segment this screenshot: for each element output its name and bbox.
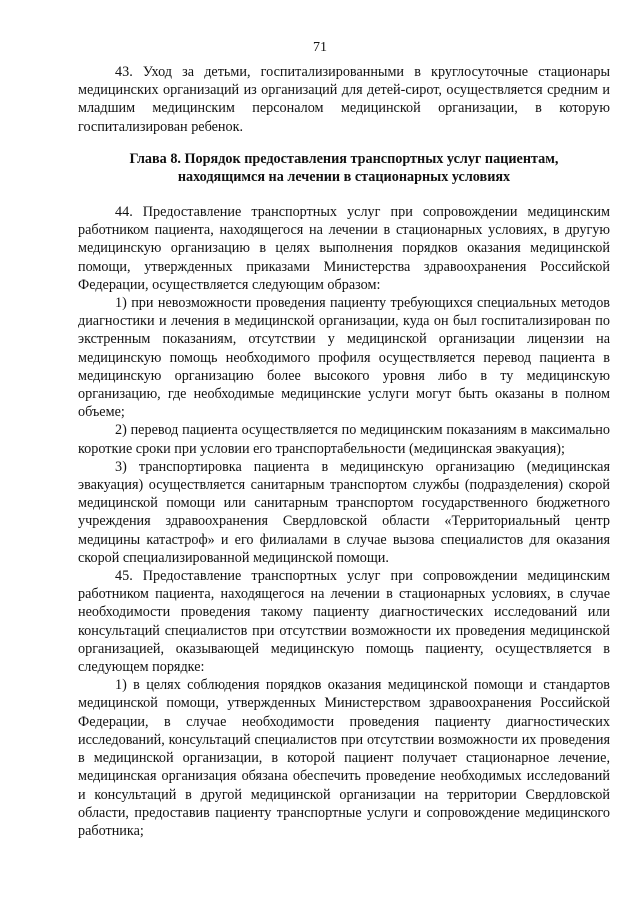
paragraph-43: 43. Уход за детьми, госпитализированными в круглосуточные стационары медицинских организаций из организаций для детей-сирот, осуществляется средним и младшим медицинским персоналом медицинской организации, в которую госпитализирован ребенок. (78, 64, 610, 135)
chapter-title-line-1: Глава 8. Порядок предоставления транспортных услуг пациентам, (129, 151, 559, 167)
paragraph-44-item-1: 1) при невозможности проведения пациенту требующихся специальных методов диагностики и лечения в медицинской организации, куда он был госпитализирован по экстренным показаниям, отсутствии у медицинской организации лицензии на медицинскую помощь необходимого профиля осуществляется перевод пациента в медицинскую организацию более высокого уровня либо в ту медицинскую организацию, где необходимые медицинские услуги могут быть оказаны в полном объеме; (78, 295, 610, 421)
page-number: 71 (313, 40, 327, 55)
paragraph-45: 45. Предоставление транспортных услуг при сопровождении медицинским работником пациента, находящегося на лечении в стационарных условиях, в случае необходимости проведения такому пациенту диагностических исследований или консультаций специалистов при отсутствии возможности их проведения медицинской организацией, оказывающей медицинскую помощь пациенту, осуществляется в следующем порядке: (78, 568, 610, 676)
paragraph-44-item-2: 2) перевод пациента осуществляется по медицинским показаниям в максимально короткие сроки при условии его транспортабельности (медицинская эвакуация); (78, 422, 610, 457)
paragraph-43-block (78, 63, 610, 136)
chapter-title (78, 150, 610, 186)
paragraph-44: 44. Предоставление транспортных услуг при сопровождении медицинским работником пациента, находящегося на лечении в стационарных условиях, в другую медицинскую организацию в целях выполнения порядков оказания медицинской помощи, утвержденных приказами Министерства здравоохранения Российской Федерации, осуществляется следующим образом: (78, 204, 610, 293)
chapter-body (78, 203, 610, 840)
paragraph-45-item-1: 1) в целях соблюдения порядков оказания медицинской помощи и стандартов медицинской помощи, утвержденных Министерством здравоохранения Российской Федерации, в случае необходимости проведения пациенту диагностических исследований, консультаций специалистов при отсутствии возможности их проведения в медицинской организации, в которой пациент получает стационарное лечение, медицинская организация обязана обеспечить проведение необходимых исследований и консультаций в другой медицинской организации на территории Свердловской области, предоставив пациенту транспортные услуги и сопровождение медицинского работника; (78, 677, 610, 839)
paragraph-44-item-3: 3) транспортировка пациента в медицинскую организацию (медицинская эвакуация) осуществляется санитарным транспортом службы (подразделения) скорой медицинской помощи или санитарным транспортом государственного бюджетного учреждения здравоохранения Свердловской области «Территориальный центр медицины катастроф» и его филиалами в случае вызова специалистов для оказания скорой специализированной медицинской помощи. (78, 458, 610, 566)
chapter-title-line-2: находящимся на лечении в стационарных условиях (177, 169, 511, 185)
